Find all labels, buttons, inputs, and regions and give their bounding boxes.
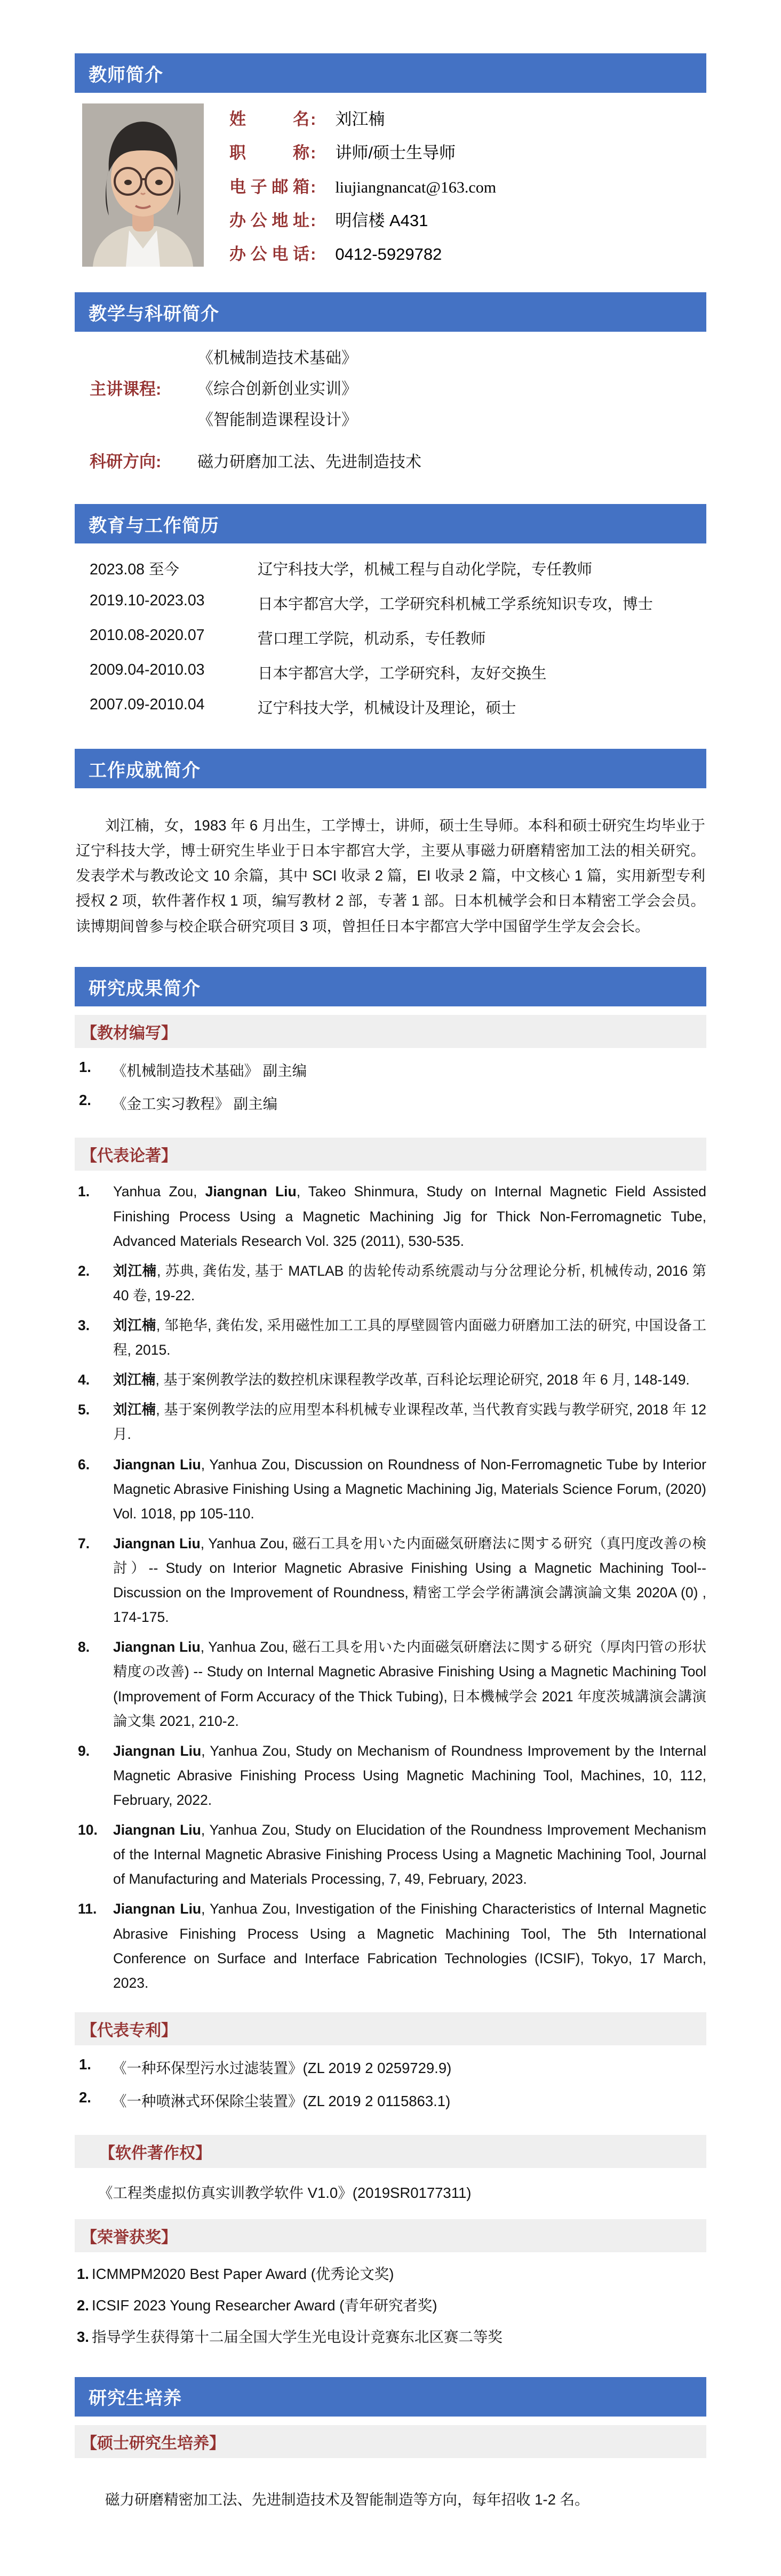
publication-author-highlight: Jiangnan Liu	[113, 1742, 202, 1759]
portrait-illustration	[82, 103, 204, 267]
section-banner-history	[75, 504, 706, 543]
item-number: 8.	[78, 1639, 90, 1655]
textbook-list	[75, 1055, 706, 1129]
item-number: 2.	[78, 1262, 90, 1279]
course-item: 《机械制造技术基础》	[197, 349, 357, 367]
item-number: 11.	[78, 1901, 97, 1917]
item-number: 9.	[78, 1742, 90, 1759]
item-number: 1.	[79, 1059, 91, 1076]
item-number: 6.	[78, 1456, 90, 1473]
history-detail: 日本宇都宫大学，工学研究科机械工学系统知识专攻，博士	[258, 596, 654, 613]
item-number: 1.	[77, 2265, 89, 2282]
field-value: 讲师/硕士生导师	[335, 143, 456, 163]
contact-field-row	[229, 241, 706, 265]
subheading-honors: 【荣誉获奖】	[75, 2219, 706, 2252]
section-banner-teaching-research	[75, 292, 706, 332]
publication-reference-text: , Yanhua Zou, 磁石工具を用いた内面磁気研磨法に関する研究（真円度改善の検討）-- Study on Interior Magnetic Abrasive Finishing Using a Magnetic Machining Tool--Discussion on the Improvement of Roundness, 精密工学会学術講演会講演論文集 2020A (0) , 174-175.	[113, 1535, 706, 1626]
courses-row	[90, 345, 706, 430]
courses-list	[197, 345, 357, 430]
item-number: 3.	[77, 2329, 89, 2346]
publication-item	[75, 1452, 706, 1526]
field-colon: :	[310, 211, 316, 230]
profile-block	[75, 93, 706, 278]
publication-author-highlight: Jiangnan Liu	[113, 1901, 202, 1917]
section-title: 教育与工作简历	[89, 515, 219, 536]
item-number: 7.	[78, 1535, 90, 1551]
research-direction-value: 磁力研磨加工法、先进制造技术	[197, 453, 421, 471]
item-number: 3.	[78, 1317, 90, 1334]
history-row	[90, 661, 706, 683]
field-colon: :	[310, 143, 316, 163]
history-row	[90, 592, 706, 614]
publication-author-highlight: Jiangnan Liu	[113, 1456, 201, 1473]
honor-list	[75, 2260, 706, 2363]
history-period: 2007.09-2010.04	[90, 696, 205, 713]
honor-item	[77, 2263, 706, 2285]
honor-item	[77, 2294, 706, 2316]
subheading-master-training: 【硕士研究生培养】	[75, 2425, 706, 2458]
publication-item	[75, 1739, 706, 1812]
publication-item	[75, 1531, 706, 1629]
field-value: 明信楼 A431	[335, 211, 428, 230]
history-period: 2009.04-2010.03	[90, 661, 205, 678]
publication-item	[75, 1313, 706, 1362]
publication-item	[75, 1897, 706, 1995]
history-row	[90, 627, 706, 649]
teacher-photo	[82, 103, 204, 267]
history-detail: 日本宇都宫大学，工学研究科，友好交换生	[258, 665, 547, 682]
honor-item	[77, 2326, 706, 2348]
item-number: 5.	[78, 1402, 90, 1418]
publication-item	[75, 1818, 706, 1891]
history-row	[90, 696, 706, 718]
history-row	[90, 557, 706, 579]
section-title: 研究成果简介	[89, 978, 201, 999]
history-period: 2019.10-2023.03	[90, 592, 205, 609]
publication-author-highlight: 刘江楠	[113, 1372, 156, 1388]
publication-author-highlight: 刘江楠	[113, 1317, 156, 1334]
publication-item	[75, 1179, 706, 1253]
section-title: 教学与科研简介	[89, 303, 219, 324]
software-copyright-item: 《工程类虚拟仿真实训教学软件 V1.0》(2019SR0177311)	[98, 2184, 472, 2201]
publication-reference-text: , 基于案例教学法的数控机床课程教学改革, 百科论坛理论研究, 2018 年 6 月, 148-149.	[155, 1372, 690, 1388]
publication-item	[75, 1397, 706, 1446]
research-direction-row	[90, 448, 706, 472]
history-detail: 营口理工学院，机动系，专任教师	[258, 630, 486, 647]
publication-author-highlight: Jiangnan Liu	[205, 1183, 297, 1200]
contact-field-row	[229, 173, 706, 197]
section-banner-research-output	[75, 967, 706, 1006]
publication-reference-text: , Yanhua Zou, Study on Mechanism of Roundness Improvement by the Internal Magnetic Abrasive Finishing Process Using Magnetic Machining Tool, Machines, 10, 112, February, 2022.	[113, 1742, 706, 1808]
item-text: 《一种环保型污水过滤装置》(ZL 2019 2 0259729.9)	[112, 2059, 452, 2076]
item-text: 《机械制造技术基础》 副主编	[112, 1062, 307, 1079]
history-period: 2010.08-2020.07	[90, 627, 205, 644]
item-number: 1.	[79, 2055, 91, 2073]
subheading-patents: 【代表专利】	[75, 2012, 706, 2045]
publication-reference-text: , Yanhua Zou, Study on Elucidation of the Roundness Improvement Mechanism of the Internal Magnetic Abrasive Finishing Process Using a Magnetic Machining Tool, Journal of Manufacturing and Materials Processing, 7, 49, February, 2023.	[113, 1822, 706, 1887]
field-label: 办公地址	[229, 211, 309, 230]
subheading-publications: 【代表论著】	[75, 1138, 706, 1171]
section-banner-teacher-intro	[75, 53, 706, 93]
publication-author-highlight: Jiangnan Liu	[113, 1639, 201, 1655]
item-number: 2.	[77, 2297, 89, 2314]
graduate-training-paragraph: 磁力研磨精密加工法、先进制造技术及智能制造等方向，每年招收 1-2 名。	[105, 2491, 589, 2508]
patent-list	[75, 2053, 706, 2126]
item-text: ICMMPM2020 Best Paper Award (优秀论文奖)	[91, 2265, 394, 2282]
item-number: 1.	[78, 1183, 90, 1200]
courses-label: 主讲课程:	[90, 379, 162, 398]
publication-coauthors-before: Yanhua Zou,	[113, 1183, 205, 1200]
field-label: 姓名	[229, 110, 309, 129]
field-value: 0412-5929782	[335, 245, 442, 263]
field-label: 职称	[229, 143, 309, 163]
publication-reference-text: , Takeo Shinmura, Study on Internal Magnetic Field Assisted Finishing Process Using a Magnetic Machining Jig for Thick Non-Ferromagnetic Tube, Advanced Materials Research Vol. 325 (2011), 530-535.	[113, 1183, 706, 1249]
list-item	[75, 2089, 706, 2110]
section-banner-graduate-training	[75, 2377, 706, 2417]
publication-reference-text: , Yanhua Zou, Investigation of the Finishing Characteristics of Internal Magnetic Abrasive Finishing Process Using a Magnetic Machining Tool, The 5th International Conference on Surface and Interface Fabrication Technologies (ICSIF), Tokyo, 17 March, 2023.	[113, 1901, 706, 1991]
publication-item	[75, 1635, 706, 1733]
field-colon: :	[310, 245, 316, 263]
item-text: 《金工实习教程》 副主编	[112, 1095, 278, 1113]
publication-reference-text: , Yanhua Zou, 磁石工具を用いた内面磁気研磨法に関する研究（厚肉円管の形状精度の改善) -- Study on Internal Magnetic Abrasive Finishing Using a Magnetic Machining Tool (Improvement of Form Accuracy of the Thick Tubing), 日本機械学会 2021 年度茨城講演会講演論文集 2021, 210-2.	[113, 1639, 706, 1729]
contact-fields	[229, 103, 706, 267]
teaching-block	[75, 332, 706, 490]
subheading-software-copyright: 【软件著作权】	[75, 2135, 706, 2168]
publication-reference-text: , 苏典, 龚佑发, 基于 MATLAB 的齿轮传动系统震动与分岔理论分析, 机械传动, 2016 第 40 卷, 19-22.	[113, 1262, 706, 1303]
section-title: 研究生培养	[89, 2388, 182, 2409]
research-direction-label: 科研方向:	[90, 452, 162, 471]
contact-field-row	[229, 139, 706, 163]
history-list	[75, 543, 706, 735]
item-number: 2.	[79, 2089, 91, 2106]
field-colon: :	[310, 110, 316, 129]
field-value: liujiangnancat@163.com	[335, 178, 497, 196]
publication-author-highlight: 刘江楠	[113, 1262, 157, 1279]
field-label: 办公电话	[229, 245, 309, 263]
publication-item	[75, 1367, 706, 1392]
history-period: 2023.08 至今	[90, 561, 179, 578]
item-text: 指导学生获得第十二届全国大学生光电设计竞赛东北区赛二等奖	[91, 2329, 503, 2346]
item-text: ICSIF 2023 Young Researcher Award (青年研究者奖)	[91, 2297, 437, 2314]
list-item	[75, 2056, 706, 2077]
history-detail: 辽宁科技大学，机械工程与自动化学院，专任教师	[258, 561, 593, 578]
item-text: 《一种喷淋式环保除尘装置》(ZL 2019 2 0115863.1)	[112, 2092, 451, 2109]
publication-author-highlight: Jiangnan Liu	[113, 1822, 201, 1838]
field-colon: :	[310, 177, 316, 196]
item-number: 10.	[78, 1822, 98, 1838]
contact-field-row	[229, 207, 706, 231]
history-detail: 辽宁科技大学，机械设计及理论，硕士	[258, 700, 516, 717]
item-number: 4.	[78, 1372, 90, 1388]
publication-author-highlight: Jiangnan Liu	[113, 1535, 201, 1551]
publication-reference-text: , Yanhua Zou, Discussion on Roundness of Non-Ferromagnetic Tube by Interior Magnetic Abrasive Finishing Using a Magnetic Machining Jig, Materials Science Forum, (2020) Vol. 1018, pp 105-110.	[113, 1456, 706, 1522]
course-item: 《综合创新创业实训》	[197, 380, 357, 398]
section-title: 工作成就简介	[89, 760, 201, 781]
list-item	[75, 1092, 706, 1113]
publication-list	[75, 1178, 706, 2003]
subheading-textbooks: 【教材编写】	[75, 1015, 706, 1048]
list-item	[75, 1059, 706, 1080]
course-item: 《智能制造课程设计》	[197, 411, 357, 429]
publication-item	[75, 1259, 706, 1308]
publication-reference-text: , 基于案例教学法的应用型本科机械专业课程改革, 当代教育实践与教学研究, 2018 年 12 月.	[113, 1402, 707, 1443]
achievements-paragraph: 刘江楠，女，1983 年 6 月出生，工学博士，讲师，硕士生导师。本科和硕士研究生均毕业于辽宁科技大学，博士研究生毕业于日本宇都宫大学，主要从事磁力研磨精密加工法的相关研究。发表学术与教改论文 10 余篇，其中 SCI 收录 2 篇，EI 收录 2 篇，中文核心 1 篇，实用新型专利授权 2 项，软件著作权 1 项，编写教材 2 部，专著 1 部。日本机械学会和日本精密工学会会员。读博期间曾参与校企联合研究项目 3 项，曾担任日本宇都宫大学中国留学生学友会会长。	[76, 817, 705, 934]
section-banner-achievements	[75, 749, 706, 788]
publication-author-highlight: 刘江楠	[113, 1402, 156, 1418]
field-value: 刘江楠	[335, 110, 385, 129]
item-number: 2.	[79, 1092, 91, 1109]
section-title: 教师简介	[89, 65, 163, 85]
contact-field-row	[229, 106, 706, 130]
publication-reference-text: , 邹艳华, 龚佑发, 采用磁性加工工具的厚壁圆管内面磁力研磨加工法的研究, 中国设备工程, 2015.	[113, 1317, 707, 1358]
field-label: 电子邮箱	[229, 177, 309, 196]
